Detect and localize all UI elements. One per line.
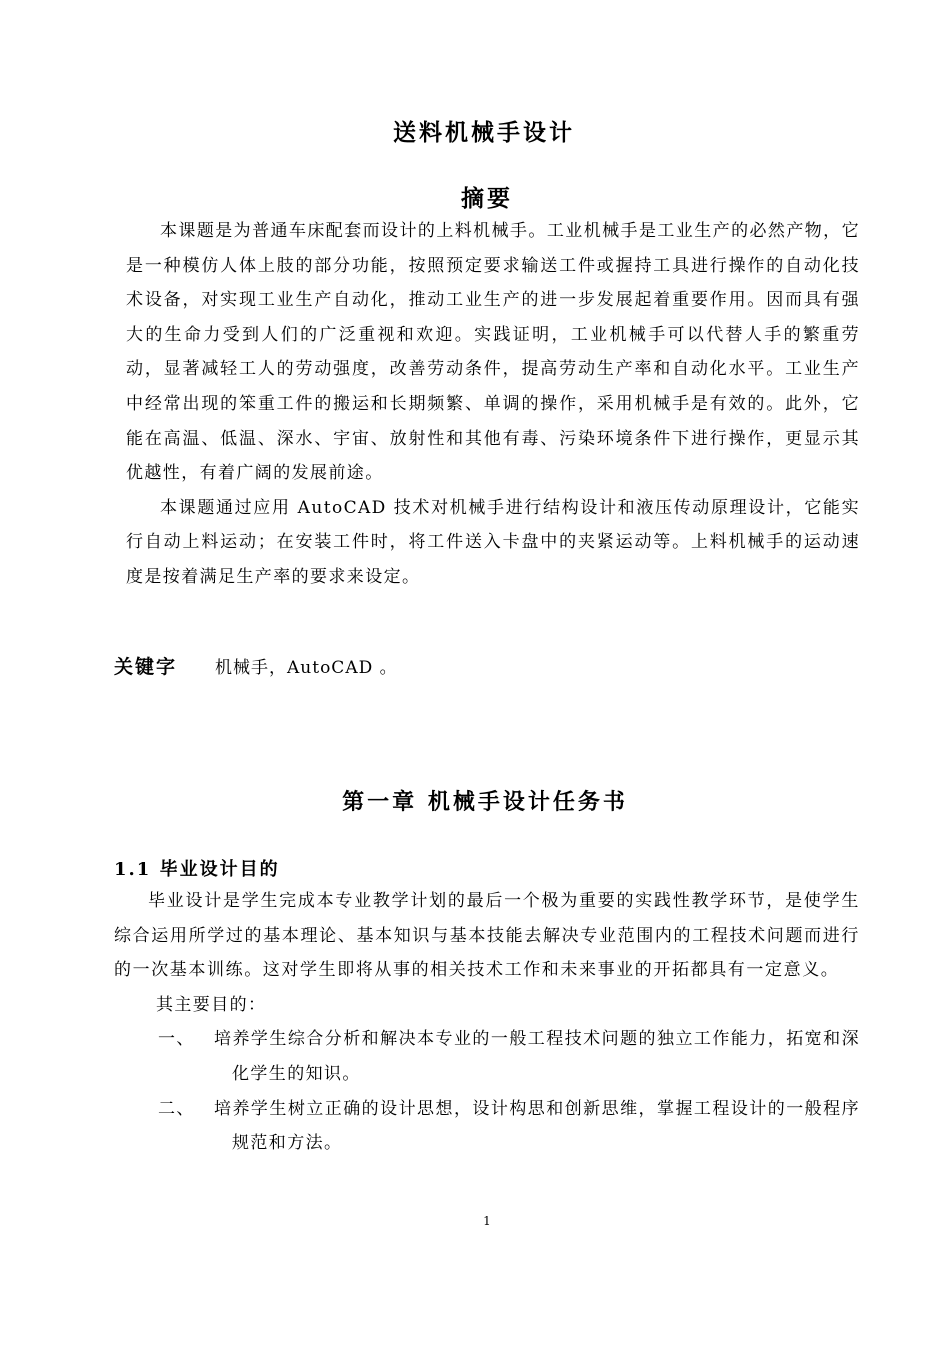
keywords-value: 机械手，AutoCAD 。 bbox=[215, 658, 398, 678]
page-number: 1 bbox=[483, 1214, 491, 1228]
abstract-paragraph: 本课题通过应用 AutoCAD 技术对机械手进行结构设计和液压传动原理设计，它能实行自动上料运动；在安装工件时，将工件送入卡盘中的夹紧运动等。上料机械手的运动速度是按着满足生产率的要求来设定。 bbox=[126, 497, 860, 587]
section-title: 1.1 毕业设计目的 bbox=[114, 859, 280, 880]
abstract-paragraph: 本课题是为普通车床配套而设计的上料机械手。工业机械手是工业生产的必然产物，它是一种模仿人体上肢的部分功能，按照预定要求输送工件或握持工具进行操作的自动化技术设备，对实现工业生产自动化，推动工业生产的进一步发展起着重要作用。因而具有强大的生命力受到人们的广泛重视和欢迎。实践证明，工业机械手可以代替人手的繁重劳动，显著减轻工人的劳动强度，改善劳动条件，提高劳动生产率和自动化水平。工业生产中经常出现的笨重工件的搬运和长期频繁、单调的操作，采用机械手是有效的。此外，它能在高温、低温、深水、宇宙、放射性和其他有毒、污染环境条件下进行操作，更显示其优越性，有着广阔的发展前途。 bbox=[126, 221, 860, 484]
list-item-text: 培养学生综合分析和解决本专业的一般工程技术问题的独立工作能力，拓宽和深化学生的知识。 bbox=[214, 1029, 860, 1084]
keywords-label: 关键字 bbox=[114, 656, 178, 678]
list-item bbox=[114, 1022, 860, 1091]
list-item-text: 培养学生树立正确的设计思想，设计构思和创新思维，掌握工程设计的一般程序规范和方法。 bbox=[214, 1098, 860, 1154]
chapter-title: 第一章 机械手设计任务书 bbox=[342, 789, 628, 815]
list-lead: 其主要目的： bbox=[156, 994, 267, 1015]
keywords-line bbox=[114, 652, 398, 679]
list-item bbox=[114, 1092, 860, 1161]
abstract-heading: 摘要 bbox=[461, 185, 513, 212]
abstract-body bbox=[126, 214, 860, 595]
section-body bbox=[114, 884, 860, 1161]
list-item-number: 二、 bbox=[158, 1098, 195, 1119]
list-item-number: 一、 bbox=[158, 1029, 195, 1050]
document-title: 送料机械手设计 bbox=[393, 119, 575, 146]
section-paragraph: 毕业设计是学生完成本专业教学计划的最后一个极为重要的实践性教学环节，是使学生综合运用所学过的基本理论、基本知识与基本技能去解决专业范围内的工程技术问题而进行的一次基本训练。这对学生即将从事的相关技术工作和未来事业的开拓都具有一定意义。 bbox=[114, 891, 860, 981]
